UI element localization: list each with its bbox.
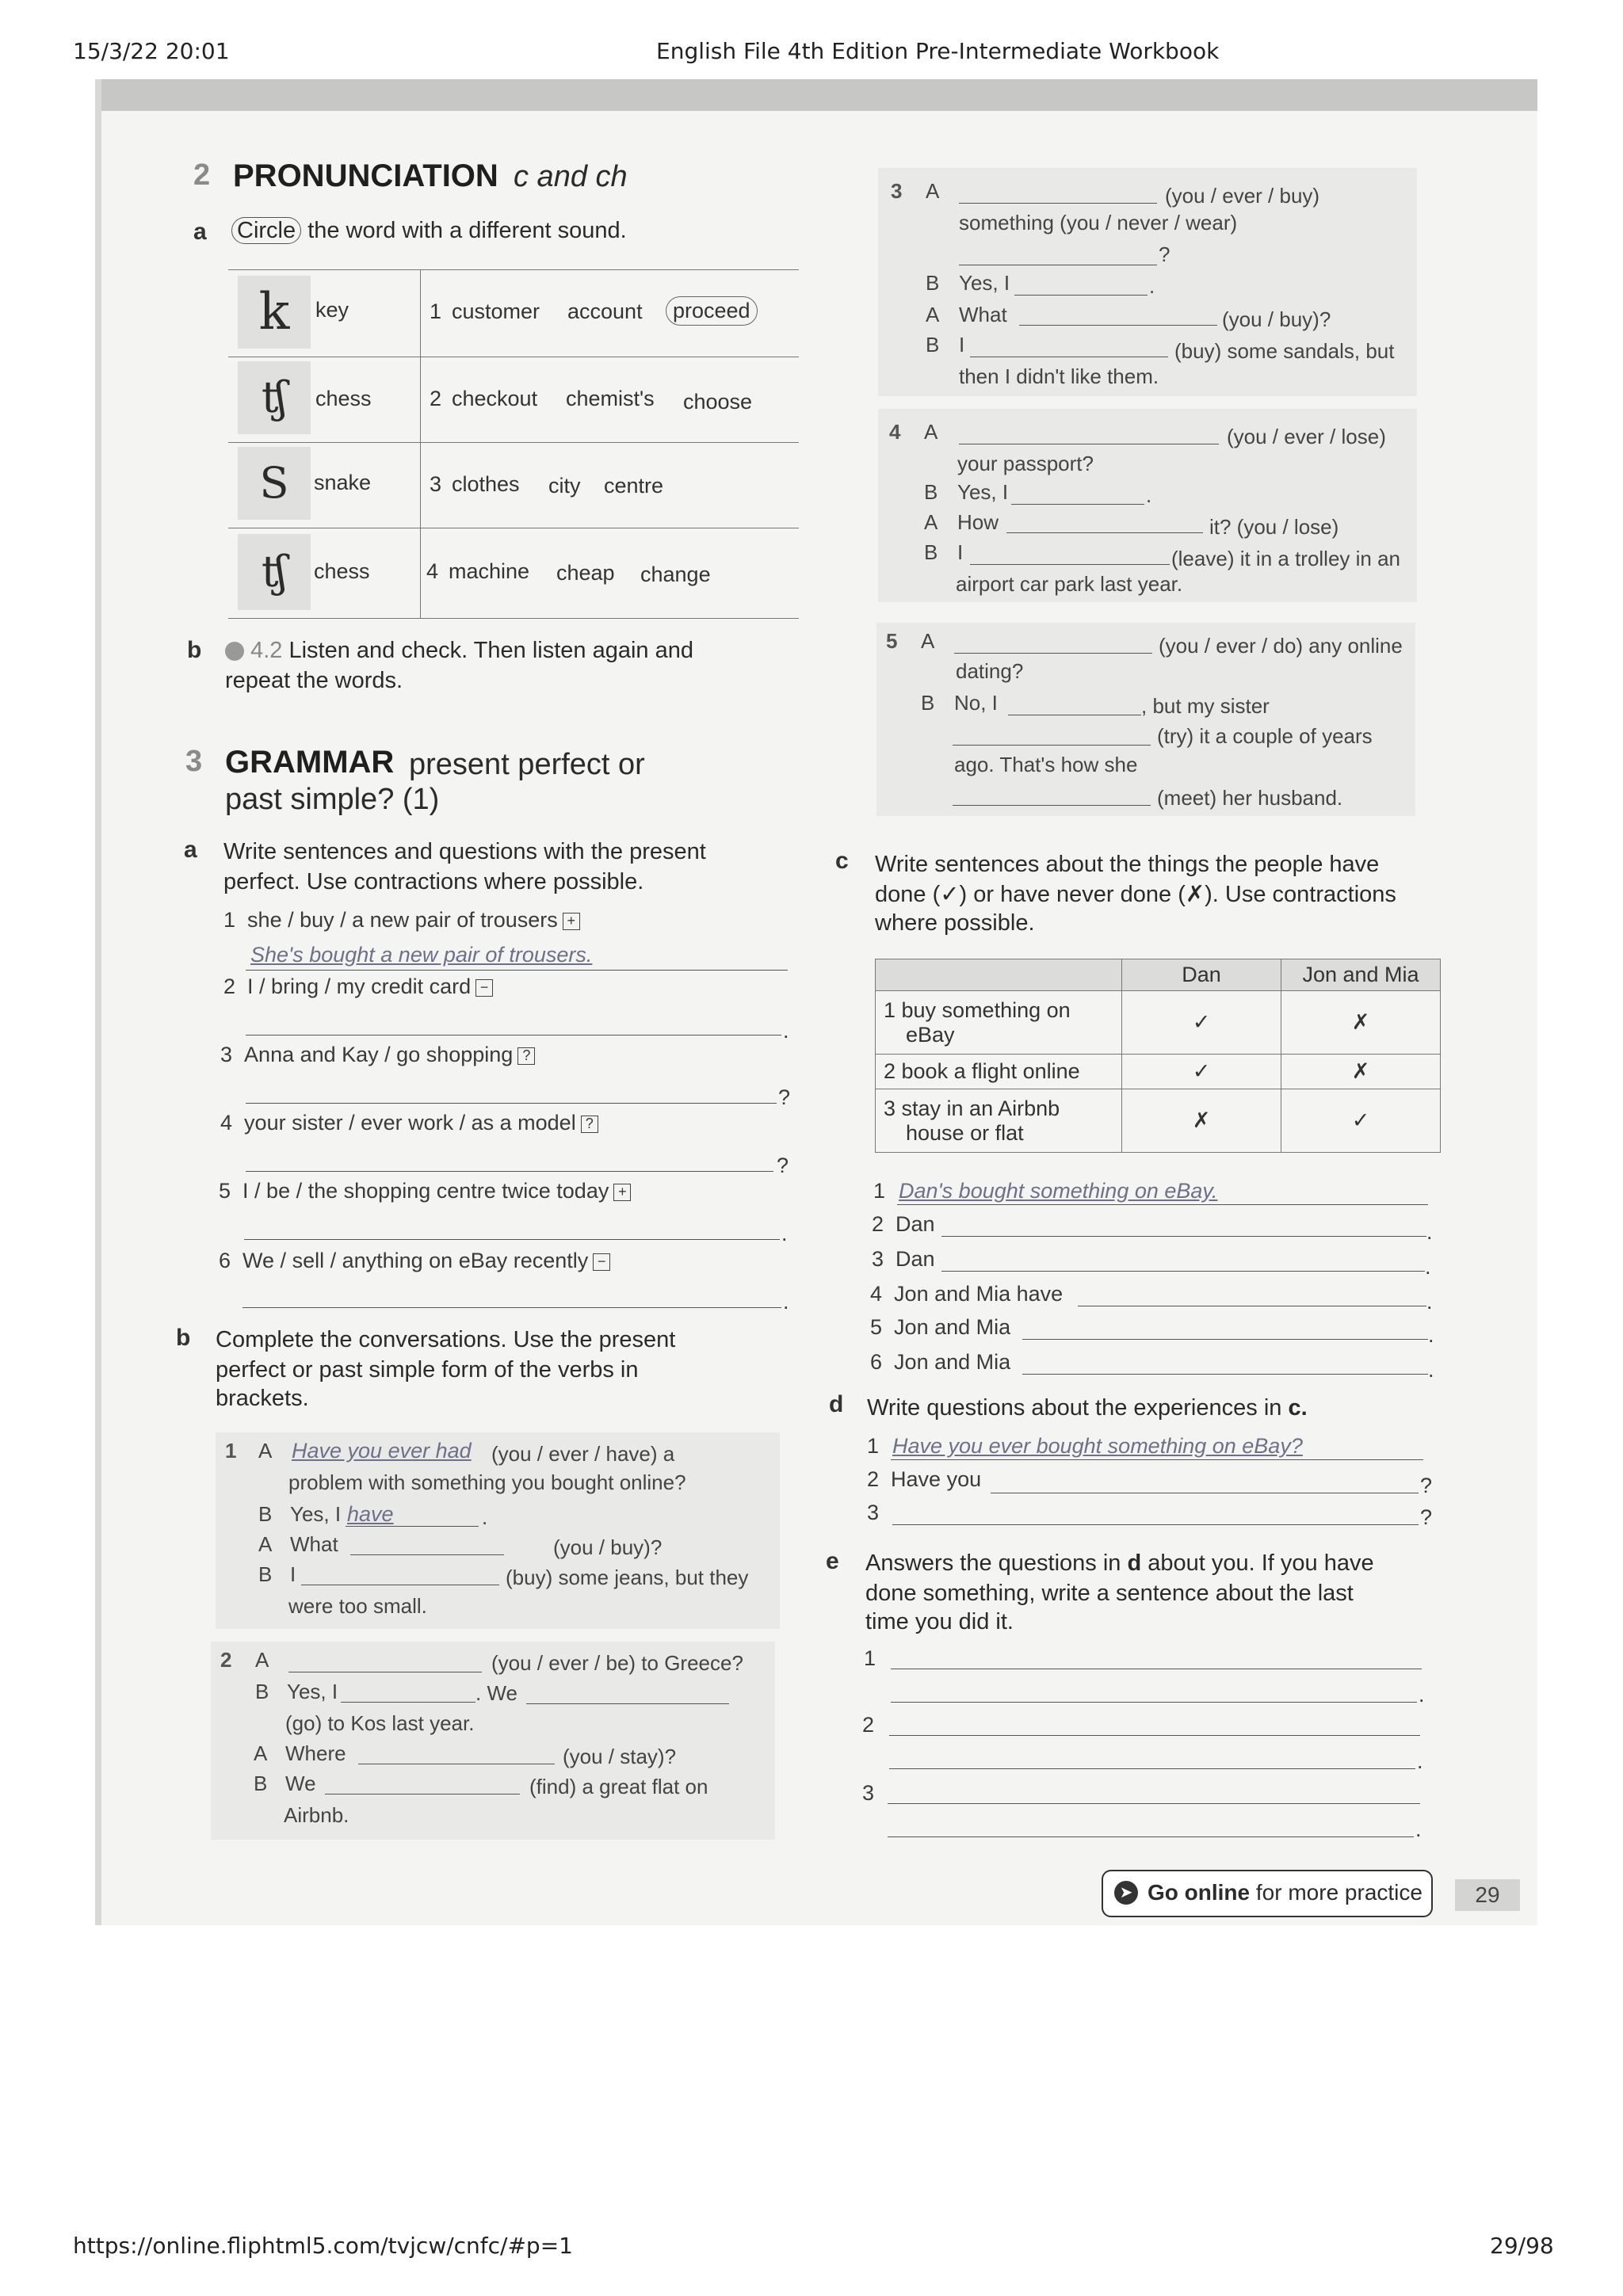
snake-picture-icon: S: [238, 447, 311, 520]
list-item: 5 I / be / the shopping centre twice today +: [219, 1179, 631, 1203]
line-end: .: [783, 1019, 789, 1043]
scan-left-edge: [95, 79, 101, 1925]
verb-prompt: (you / stay)?: [563, 1745, 677, 1768]
verb-prompt: (you / ever / do) any online: [1159, 634, 1403, 658]
conversation-number: 3: [891, 179, 903, 203]
conversation-text: How: [957, 510, 999, 534]
example-answer: Have you ever had: [292, 1439, 472, 1463]
answer-blank[interactable]: [526, 1703, 729, 1704]
conversation-text: airport car park last year.: [956, 572, 1183, 596]
answer-line[interactable]: [888, 1803, 1420, 1804]
word-option: checkout: [452, 387, 538, 410]
exercise-instruction: brackets.: [216, 1386, 309, 1411]
table-line: [228, 269, 799, 270]
verb-prompt: it? (you / lose): [1209, 515, 1339, 539]
answer-line[interactable]: [889, 1768, 1415, 1769]
exercise-letter: a: [184, 837, 197, 863]
example-answer: Have you ever bought something on eBay?: [892, 1434, 1303, 1458]
line-end: .: [1419, 1683, 1425, 1707]
answer-line[interactable]: [888, 1836, 1414, 1837]
exercise-instruction: Complete the conversations. Use the present: [216, 1327, 676, 1352]
table-header: Jon and Mia: [1281, 959, 1441, 991]
conversation-text: Yes, I: [287, 1680, 338, 1703]
word-option: change: [640, 563, 711, 586]
list-item: 4 your sister / ever work / as a model ?: [220, 1111, 598, 1135]
table-cell: ✓: [1122, 1055, 1281, 1089]
sound-word: chess: [315, 387, 372, 410]
exercise-instruction: Answers the questions in d about you. If you have: [865, 1550, 1374, 1576]
sound-word: snake: [314, 471, 372, 494]
section-subtitle: present perfect or: [409, 748, 645, 781]
table-divider: [420, 269, 421, 618]
table-header-row: [876, 959, 1441, 991]
section-title: PRONUNCIATION: [233, 158, 498, 193]
speaker: A: [924, 420, 938, 444]
answer-blank[interactable]: [970, 564, 1170, 565]
conversation-text: I: [959, 333, 965, 357]
list-item: 4 Jon and Mia have: [870, 1282, 1064, 1306]
table-cell: 1 buy something on eBay: [876, 991, 1122, 1055]
exercise-instruction: where possible.: [875, 910, 1035, 936]
conversation-text: What: [290, 1532, 338, 1556]
answer-line[interactable]: [1022, 1374, 1428, 1375]
speaker: A: [924, 510, 938, 534]
answer-line[interactable]: [244, 1239, 780, 1240]
experience-table: [875, 959, 1441, 1153]
speaker: B: [926, 333, 940, 357]
speaker: A: [926, 303, 940, 326]
conversation-number: 1: [225, 1439, 237, 1463]
line-end: .: [1428, 1358, 1434, 1382]
punctuation: .: [482, 1505, 488, 1529]
exercise-letter: b: [187, 637, 202, 663]
table-row: [876, 991, 1441, 1055]
conversation-text: then I didn't like them.: [959, 364, 1159, 388]
verb-prompt: (you / ever / be) to Greece?: [491, 1651, 743, 1675]
conversation-number: 5: [886, 629, 898, 653]
conversation-text: I: [290, 1562, 296, 1586]
table-cell: ✓: [1281, 1089, 1441, 1153]
sound-word: key: [315, 298, 349, 322]
print-page-count: 29/98: [1490, 2233, 1554, 2259]
exercise-instruction: Write sentences about the things the people have: [875, 852, 1380, 877]
exercise-instruction: perfect. Use contractions where possible.: [223, 869, 644, 894]
example-answer: have: [347, 1502, 394, 1526]
exercise-instruction: Write questions about the experiences in c.: [867, 1395, 1308, 1421]
answer-line[interactable]: [1022, 1339, 1428, 1340]
table-cell: ✗: [1281, 991, 1441, 1055]
answer-line[interactable]: [941, 1271, 1425, 1272]
verb-prompt: (go) to Kos last year.: [285, 1711, 475, 1735]
example-answer: She's bought a new pair of trousers.: [250, 943, 593, 967]
word-option: customer: [452, 299, 540, 323]
conversation-text: Yes, I: [290, 1502, 342, 1526]
sound-word: chess: [314, 559, 370, 583]
go-online-label: Go online for more practice: [1148, 1880, 1423, 1905]
verb-prompt: (find) a great flat on: [529, 1775, 708, 1798]
conversation-text: . We: [475, 1681, 517, 1705]
audio-track: 4.2: [250, 638, 283, 663]
speaker: A: [926, 179, 940, 203]
table-line: [228, 442, 799, 443]
item-number: 1: [867, 1434, 880, 1458]
conversation-text: Yes, I: [959, 271, 1010, 295]
go-online-button[interactable]: [1102, 1870, 1433, 1917]
line-end: .: [1415, 1817, 1422, 1841]
conversation-text: Where: [285, 1741, 346, 1765]
section-number: 2: [193, 158, 211, 192]
exercise-letter: d: [829, 1391, 844, 1417]
conversation-text: your passport?: [957, 452, 1094, 475]
exercise-instruction: Write sentences and questions with the present: [223, 839, 706, 864]
conversation-text: I: [957, 540, 964, 564]
exercise-instruction: time you did it.: [865, 1609, 1014, 1634]
verb-prompt: (try) it a couple of years: [1157, 724, 1373, 748]
table-cell: ✓: [1122, 991, 1281, 1055]
answer-line[interactable]: [941, 1236, 1426, 1237]
table-row: [876, 1089, 1441, 1153]
item-number: 1: [873, 1179, 886, 1203]
answer-line[interactable]: [246, 1103, 777, 1104]
line-end: .: [1426, 1220, 1433, 1244]
conversation-text: We: [285, 1772, 316, 1795]
chess-picture-icon: ʧ: [238, 361, 311, 434]
exercise-letter: e: [826, 1548, 839, 1574]
answer-line[interactable]: [246, 1171, 773, 1172]
conversation-text: No, I: [954, 691, 998, 715]
table-header: Dan: [1122, 959, 1281, 991]
word-option: centre: [604, 474, 664, 498]
line-end: .: [1425, 1255, 1431, 1279]
table-header: [876, 959, 1122, 991]
list-item: 5 Jon and Mia: [870, 1315, 1011, 1339]
punctuation: .: [1149, 274, 1155, 298]
word-option: choose: [683, 390, 753, 414]
list-item: 2 I / bring / my credit card −: [223, 974, 493, 999]
line-end: .: [1417, 1749, 1423, 1773]
exercise-instruction: [225, 635, 693, 666]
answer-blank[interactable]: [346, 1526, 479, 1527]
row-number: 2: [430, 387, 442, 410]
exercise-instruction: done something, write a sentence about the last: [865, 1581, 1354, 1606]
circled-answer: proceed: [666, 296, 758, 326]
table-cell: ✗: [1122, 1089, 1281, 1153]
line-end: .: [1428, 1323, 1434, 1347]
page-number-badge: 29: [1455, 1879, 1520, 1911]
verb-prompt: (you / ever / buy): [1165, 184, 1320, 208]
item-number: 3: [862, 1781, 875, 1805]
line-end: .: [1426, 1290, 1433, 1314]
row-number: 4: [426, 559, 439, 583]
print-title: English File 4th Edition Pre-Intermediate Workbook: [656, 38, 1220, 64]
print-datetime: 15/3/22 20:01: [73, 38, 230, 64]
conversation-number: 4: [889, 420, 901, 444]
word-option: city: [548, 474, 581, 498]
answer-line[interactable]: [246, 970, 788, 971]
list-item: 2 Have you: [867, 1467, 982, 1491]
exercise-instruction: done (✓) or have never done (✗). Use contractions: [875, 882, 1396, 907]
instruction-text: repeat the words.: [225, 668, 403, 693]
verb-prompt: (buy) some sandals, but: [1174, 339, 1395, 363]
key-picture-icon: k: [238, 276, 311, 349]
instruction-text: Listen and check. Then listen again and: [288, 638, 693, 663]
conversation-text: Yes, I: [957, 480, 1009, 504]
speaker: B: [255, 1680, 269, 1703]
item-number: 2: [862, 1713, 875, 1737]
conversation-text: What: [959, 303, 1007, 326]
answer-blank[interactable]: [954, 653, 1152, 654]
word-option: account: [567, 299, 643, 323]
audio-icon: [225, 642, 244, 661]
section-subtitle: c and ch: [514, 160, 628, 193]
conversation-text: ago. That's how she: [954, 753, 1138, 776]
exercise-instruction: perfect or past simple form of the verbs in: [216, 1357, 639, 1383]
item-number: 1: [864, 1646, 876, 1670]
exercise-letter: c: [835, 848, 849, 874]
answer-blank[interactable]: [953, 745, 1151, 746]
verb-prompt: (you / ever / have) a: [491, 1442, 675, 1466]
verb-prompt: (buy) some jeans, but they: [506, 1566, 749, 1589]
circled-word: Circle: [231, 217, 301, 244]
speaker: B: [921, 691, 935, 715]
exercise-letter: a: [193, 219, 207, 245]
table-line: [228, 618, 799, 619]
scan-top-bar: [95, 79, 1537, 111]
answer-line[interactable]: [891, 1459, 1423, 1460]
line-end: ?: [777, 1154, 789, 1177]
row-number: 1: [430, 299, 442, 323]
conversation-text: Airbnb.: [284, 1803, 349, 1827]
answer-blank[interactable]: [959, 203, 1157, 204]
chess-picture-icon: ʧ: [238, 534, 311, 610]
conversation-text: , but my sister: [1141, 694, 1270, 718]
word-option: cheap: [556, 561, 615, 585]
speaker: B: [926, 271, 940, 295]
word-option: machine: [449, 559, 530, 583]
line-end: ?: [1420, 1474, 1433, 1497]
line-end: ?: [778, 1085, 791, 1109]
word-option: chemist's: [566, 387, 655, 410]
cursor-icon: ➤: [1114, 1881, 1138, 1905]
speaker: B: [258, 1562, 273, 1586]
print-url: https://online.fliphtml5.com/tvjcw/cnfc/#p=1: [73, 2233, 573, 2259]
list-item: 3 Anna and Kay / go shopping ?: [220, 1043, 535, 1067]
answer-line[interactable]: [892, 1524, 1419, 1525]
speaker: A: [254, 1741, 268, 1765]
table-row: [876, 1055, 1441, 1089]
section-title: GRAMMAR: [225, 745, 395, 780]
exercise-instruction: [231, 215, 627, 246]
speaker: B: [254, 1772, 268, 1795]
section-number: 3: [185, 745, 203, 778]
verb-prompt: (leave) it in a trolley in an: [1171, 547, 1401, 570]
line-end: ?: [1420, 1505, 1433, 1529]
speaker: A: [258, 1532, 273, 1556]
list-item: 1 she / buy / a new pair of trousers +: [223, 908, 580, 933]
answer-line[interactable]: [889, 1735, 1420, 1736]
answer-blank[interactable]: [1011, 504, 1144, 505]
verb-prompt: (you / ever / lose): [1227, 425, 1386, 448]
exercise-letter: b: [176, 1325, 191, 1351]
answer-blank[interactable]: [1014, 295, 1148, 296]
list-item: 6 Jon and Mia: [870, 1350, 1011, 1374]
conversation-text: dating?: [956, 659, 1024, 683]
conversation-text: problem with something you bought online?: [288, 1470, 686, 1494]
list-item: 6 We / sell / anything on eBay recently −: [219, 1249, 610, 1273]
answer-line[interactable]: [897, 1204, 1428, 1205]
line-end: .: [781, 1222, 788, 1245]
answer-blank[interactable]: [953, 805, 1151, 806]
list-item: 2 Dan: [872, 1212, 935, 1236]
speaker: A: [255, 1648, 269, 1672]
instruction-text: the word with a different sound.: [307, 218, 627, 243]
table-cell: 2 book a flight online: [876, 1055, 1122, 1089]
row-number: 3: [430, 472, 442, 496]
conversation-number: 2: [220, 1648, 232, 1672]
example-answer: Dan's bought something on eBay.: [899, 1179, 1218, 1203]
answer-blank[interactable]: [350, 1554, 504, 1555]
table-cell: ✗: [1281, 1055, 1441, 1089]
verb-prompt: (you / buy)?: [1222, 307, 1331, 331]
speaker: A: [258, 1439, 273, 1463]
section-subtitle: past simple? (1): [225, 783, 440, 816]
table-cell: 3 stay in an Airbnb house or flat: [876, 1089, 1122, 1153]
speaker: A: [921, 629, 935, 653]
speaker: B: [258, 1502, 273, 1526]
answer-line[interactable]: [891, 1702, 1417, 1703]
word-option: clothes: [452, 472, 520, 496]
list-item: 3 Dan: [872, 1247, 935, 1271]
answer-line[interactable]: [242, 1307, 781, 1308]
line-end: .: [783, 1290, 789, 1314]
answer-blank[interactable]: [1019, 325, 1217, 326]
conversation-text: were too small.: [288, 1594, 427, 1618]
punctuation: ?: [1159, 242, 1170, 266]
punctuation: .: [1146, 483, 1152, 507]
verb-prompt: (you / buy)?: [553, 1535, 663, 1559]
verb-prompt: something (you / never / wear): [959, 211, 1238, 235]
speaker: B: [924, 540, 938, 564]
answer-blank[interactable]: [1006, 532, 1203, 533]
item-number: 3: [867, 1501, 880, 1524]
verb-prompt: (meet) her husband.: [1157, 786, 1343, 810]
answer-blank[interactable]: [341, 1702, 475, 1703]
speaker: B: [924, 480, 938, 504]
